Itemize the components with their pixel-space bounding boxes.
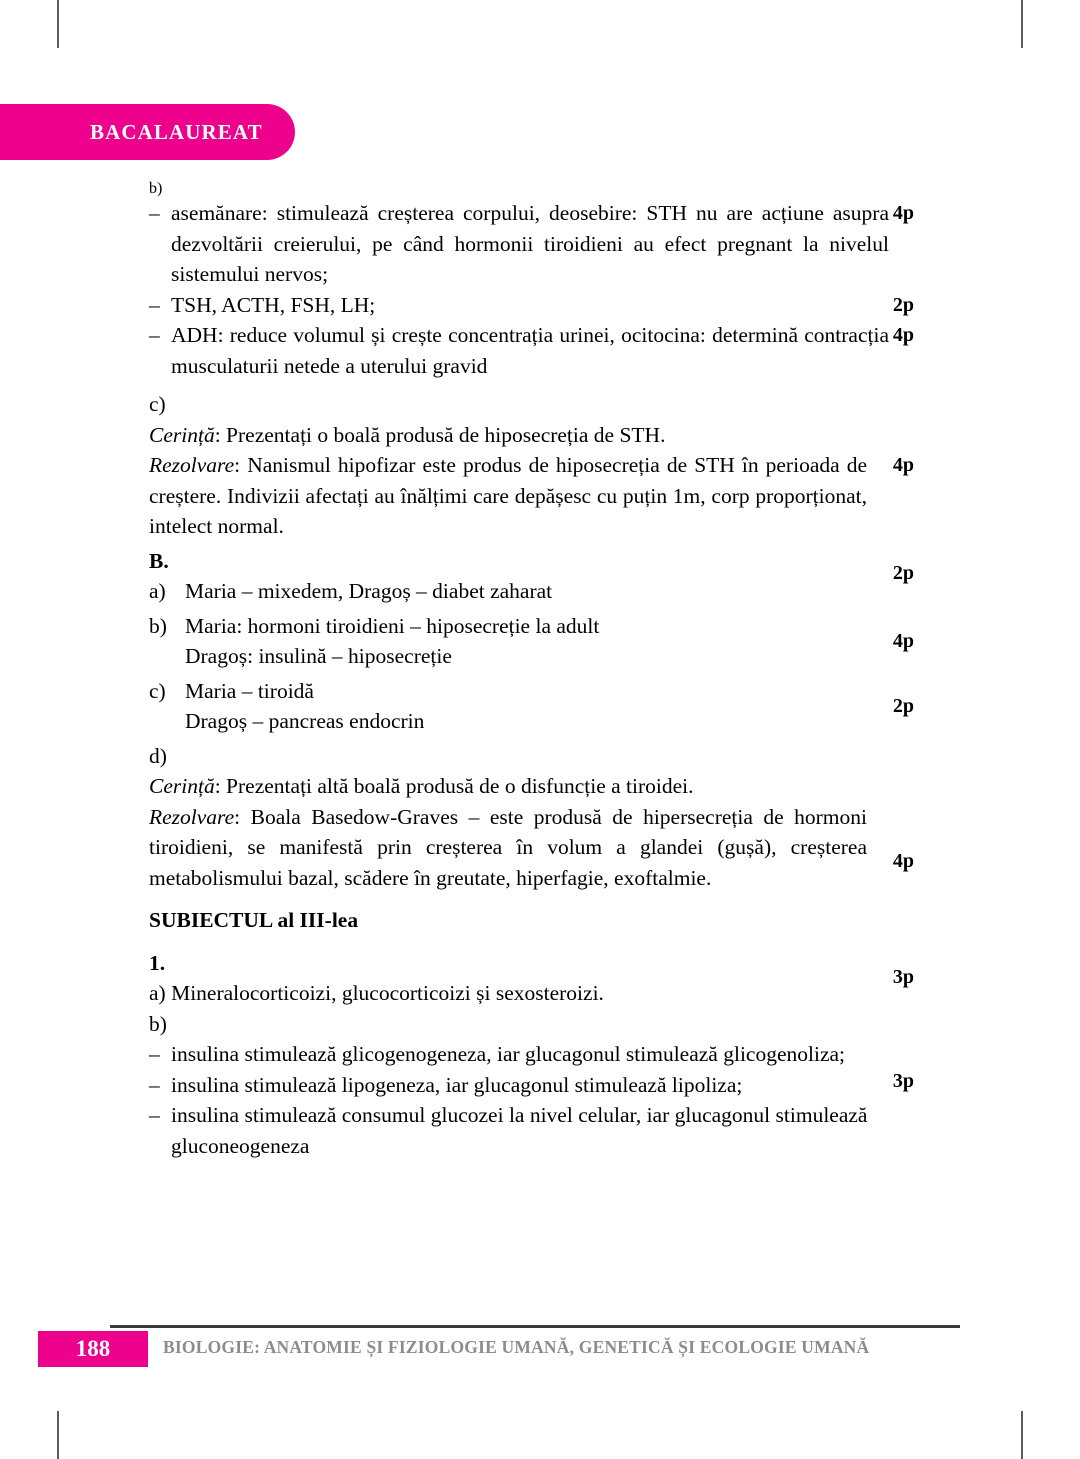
list-item-text: Maria – tiroidă [185, 678, 314, 703]
dash-marker: – [149, 1042, 160, 1066]
list-item-text: insulina stimulează consumul glucozei la nivel celular, iar glucagonul stimulează gluconeogeneza [171, 1103, 868, 1158]
list-item-text: insulina stimulează glicogenogeneza, iar glucagonul stimulează glicogenoliza; [171, 1042, 846, 1066]
dash-marker: – [149, 1072, 160, 1097]
crop-mark-bottom-right [1021, 1411, 1023, 1459]
section-capital-b-heading-row [149, 546, 914, 577]
header-tab [0, 104, 295, 160]
dash-marker: – [149, 1103, 160, 1127]
list-item [149, 198, 914, 290]
section-capital-b-heading: B. [149, 548, 169, 573]
section-d-label: d) [149, 743, 167, 768]
list-item [149, 290, 914, 321]
rezolvare-label: Rezolvare [149, 453, 235, 477]
rezolvare-row-c [149, 450, 914, 542]
rezolvare-label: Rezolvare [149, 804, 235, 829]
list-item [149, 1039, 914, 1070]
letter-marker: a) [149, 579, 166, 603]
points-value: 4p [892, 454, 914, 476]
item-number-row [149, 948, 914, 979]
dash-marker: – [149, 292, 160, 317]
points-value: 2p [892, 694, 914, 717]
list-item-text: Dragoș – pancreas endocrin [185, 709, 425, 733]
section-b-label: b) [149, 180, 163, 197]
item-1b-label-row [149, 1009, 914, 1040]
points-value: 4p [892, 202, 914, 224]
points-value: 4p [892, 324, 914, 346]
section-c-label-row [149, 389, 914, 420]
list-item [149, 1070, 914, 1101]
cerinta-text: : Prezentați altă boală produsă de o disfuncție a tiroidei. [214, 774, 694, 798]
subject-heading: SUBIECTUL al III-lea [149, 908, 359, 932]
crop-mark-top-left [57, 0, 59, 48]
rezolvare-text: : Boala Basedow-Graves – este produsă de hipersecreția de hormoni tiroidieni, se manifestă prin creșterea în volum a glandei (gușă), creșterea metabolismului bazal, scădere în greutate, hiperfagie, exoftalmie. [149, 804, 867, 890]
points-value: 3p [892, 966, 914, 988]
letter-marker: c) [149, 678, 166, 703]
page-number: 188 [75, 1336, 111, 1361]
item-1a-row [149, 966, 914, 1009]
item-1b-label: b) [149, 1011, 167, 1036]
rezolvare-row-d [149, 802, 914, 894]
points-value: 4p [892, 629, 914, 652]
crop-mark-bottom-left [57, 1411, 59, 1459]
cerinta-row-c [149, 420, 914, 451]
list-item [149, 611, 914, 672]
footer-title: BIOLOGIE: ANATOMIE ȘI FIZIOLOGIE UMANĂ, GENETICĂ ȘI ECOLOGIE UMANĂ [163, 1337, 870, 1357]
page-content [149, 180, 914, 1161]
points-value: 4p [892, 849, 914, 872]
list-item [149, 320, 914, 381]
points-value: 2p [892, 293, 914, 316]
list-item [149, 676, 914, 737]
header-tab-label: BACALAUREAT [90, 119, 263, 144]
list-item-text: asemănare: stimulează creșterea corpului, deosebire: STH nu are acțiune asupra dezvoltării creierului, pe când hormonii tiroidieni au efect pregnant la nivelul sistemului nervos; [171, 201, 889, 286]
points-value: 3p [892, 1069, 914, 1092]
dash-marker: – [149, 201, 160, 225]
cerinta-text: : Prezentați o boală produsă de hiposecreția de STH. [214, 422, 666, 447]
list-item-text: insulina stimulează lipogeneza, iar glucagonul stimulează lipoliza; [171, 1072, 743, 1097]
list-item-text: Maria: hormoni tiroidieni – hiposecreție la adult [185, 613, 600, 638]
points-value: 2p [892, 562, 914, 584]
section-c-label: c) [149, 392, 166, 416]
footer-divider [110, 1325, 960, 1328]
page-footer [0, 1325, 1080, 1367]
cerinta-label: Cerință [149, 774, 215, 798]
cerinta-label: Cerință [149, 422, 215, 447]
list-item-text: Maria – mixedem, Dragoș – diabet zaharat [185, 579, 553, 603]
letter-marker: b) [149, 613, 167, 638]
item-1a-text: a) Mineralocorticoizi, glucocorticoizi și sexosteroizi. [149, 981, 604, 1005]
crop-mark-top-right [1021, 0, 1023, 48]
page-number-badge [38, 1331, 148, 1367]
cerinta-row-d [149, 771, 914, 802]
list-item [149, 562, 914, 607]
item-number: 1. [149, 950, 166, 975]
subject-heading-row [149, 905, 914, 936]
section-b-label-row [149, 180, 914, 198]
list-item [149, 1100, 914, 1161]
section-d-label-row [149, 741, 914, 772]
list-item-text: ADH: reduce volumul și crește concentrația urinei, ocitocina: determină contracția musculaturii netede a uterului gravid [171, 323, 889, 378]
list-item-text: Dragoș: insulină – hiposecreție [185, 644, 452, 668]
list-item-text: TSH, ACTH, FSH, LH; [171, 292, 376, 317]
dash-marker: – [149, 323, 160, 347]
rezolvare-text: : Nanismul hipofizar este produs de hiposecreția de STH în perioada de creștere. Indivizii afectați au înălțimi care depășesc cu puțin 1m, corp proporționat, intelect normal. [149, 453, 867, 538]
